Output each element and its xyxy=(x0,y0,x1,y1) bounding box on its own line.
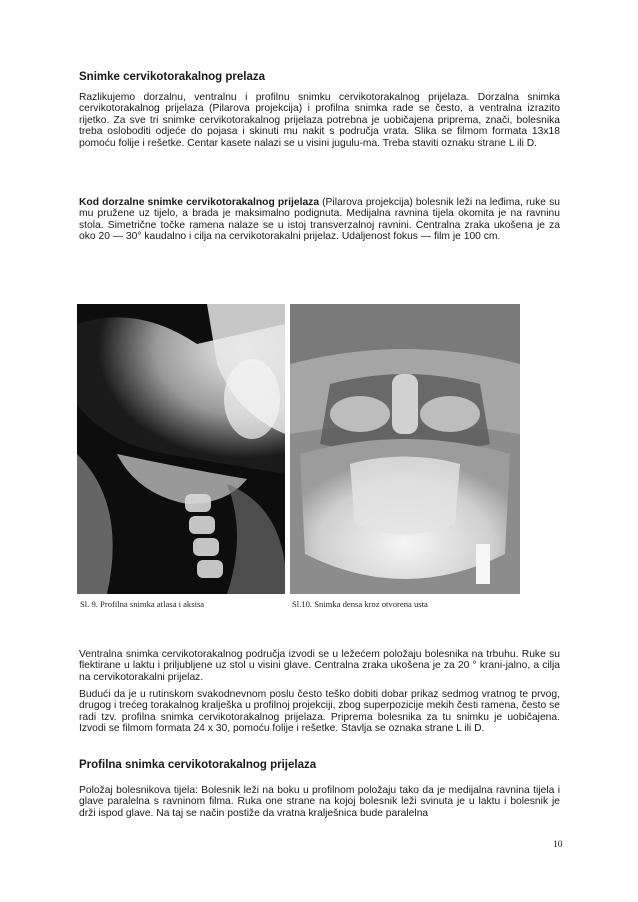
figure-caption-10: Sl.10. Snimka densa kroz otvorena usta xyxy=(292,599,428,609)
paragraph-dorsal-lead: Kod dorzalne snimke cervikotorakalnog prijelaza xyxy=(79,197,320,208)
section-heading-profile: Profilna snimka cervikotorakalnog prijelaza xyxy=(79,759,317,771)
xray-lateral-graphic xyxy=(77,304,285,594)
paragraph-dorsal xyxy=(79,197,560,243)
paragraph-position: Položaj bolesnikova tijela: Bolesnik leži na boku u profilnom položaju tako da je medijalna ravnina tijela i glave paralelna s ravninom filma. Ruka one strane na kojoj bolesnik leži svinuta je u laktu i bolesnik je drži ispod glave. Na taj se način postiže da vratna kralješnica bude paralelna xyxy=(79,785,560,819)
paragraph-dorsal-text: (Pilarova projekcija) bolesnik leži na leđima, ruke su mu pružene uz tijelo, a brada je maksimalno podignuta. Medijalna ravnina tijela okomita je na ravninu stola. Simetrične točke ramena nalaze se u istoj transverzalnoj ravnini. Centralna zraka ukošena je za oko 20 — 30° kaudalno i cilja na cervikotorakalni prijelaz. Udaljenost fokus — film je 100 cm. xyxy=(79,197,560,243)
figure-caption-9: Sl. 9. Profilna snimka atlasa i aksisa xyxy=(80,599,205,609)
section-heading-cervicothoracic: Snimke cervikotorakalnog prelaza xyxy=(79,71,265,83)
page-number: 10 xyxy=(553,840,563,850)
xray-dens-graphic xyxy=(290,304,520,594)
xray-lateral-atlas-axis xyxy=(77,304,285,594)
xray-open-mouth-dens xyxy=(290,304,520,594)
paragraph-intro: Razlikujemo dorzalnu, ventralnu i profilnu snimku cervikotorakalnog prijelaza. Dorzalna snimka cervikotorakalnog prijelaza (Pilarova projekcija) i profilna snimka rade se često, a ventralna izrazito rijetko. Za sve tri snimke cervikotorakalnog prijelaza potrebna je uobičajena priprema, znači, bolesnika treba osloboditi odjeće do pojasa i skinuti mu nakit s područja vrata. Slika se filmom formata 13x18 pomoću folije i rešetke. Centar kasete nalazi se u visini jugulu-ma. Treba staviti oznaku strane L ili D. xyxy=(79,92,560,149)
paragraph-ventral: Ventralna snimka cervikotorakalnog područja izvodi se u ležećem položaju bolesnika na trbuhu. Ruke su flektirane u laktu i priljubljene uz stol u visini glave. Centralna zraka ukošena je za 20 ° krani-jalno, a cilja na cervikotorakalni prijelaz. xyxy=(79,649,560,683)
paragraph-routine: Budući da je u rutinskom svakodnevnom poslu često teško dobiti dobar prikaz sedmog vratnog te prvog, drugog i trećeg torakalnog kralješka u profilnoj projekciji, zbog superpozicije mekih česti ramena, često se radi tzv. profilna snimka cervikotorakalnog prijelaza. Priprema bolesnika za tu snimku je uobičajena. Izvodi se filmom formata 24 x 30, pomoću folije i rešetke. Stavlja se oznaka strane L ili D. xyxy=(79,689,560,735)
